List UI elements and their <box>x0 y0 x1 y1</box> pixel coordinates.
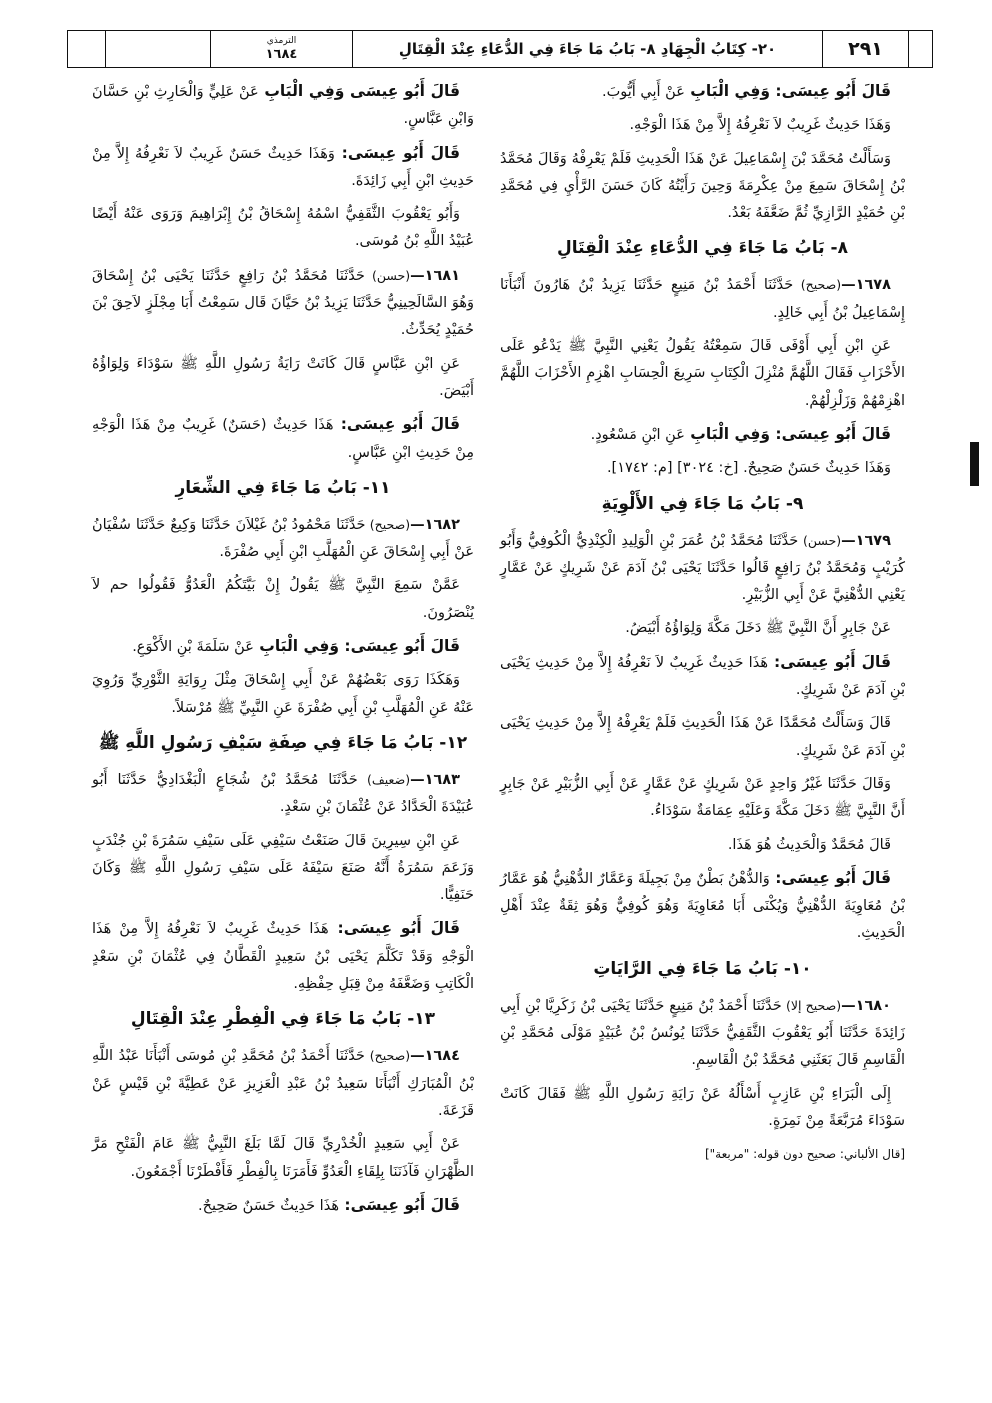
hadith-text: حَدَّثَنَا مَحْمُودُ بْنُ غَيْلاَنَ حَدَّثَنَا وَكِيعٌ حَدَّثَنَا سُفْيَانُ عَنْ أَبِي إِسْحَاقَ عَنِ الْمُهَلَّبِ ابْنِ أَبِي صُفْرَةَ. <box>92 516 474 561</box>
hadith-number: ١٦٧٩— <box>841 532 891 549</box>
hadith-number: ١٦٧٨— <box>841 277 891 294</box>
hadith-grade: (صحيح) <box>364 1048 411 1064</box>
header-empty-cell <box>909 31 932 67</box>
header-hadith-range: ١٦٨٤ <box>265 47 298 62</box>
author-comment <box>92 78 474 134</box>
header-empty-cell <box>68 31 106 67</box>
qal-abu-isa: قَالَ أَبُو عِيسَى: <box>333 415 460 434</box>
qal-abu-isa: قَالَ أَبُو عِيسَى وَفِي الْبَابِ <box>258 82 460 100</box>
hadith-grade: (حسن) <box>798 532 842 548</box>
author-comment <box>500 649 905 705</box>
text-paragraph: عَنْ أَبِي سَعِيدٍ الْخُدْرِيِّ قَالَ لَمَّا بَلَغَ النَّبِيُّ ﷺ عَامَ الْفَتْحِ مَرَّ الظَّهْرَانِ فَآذَنَنَا بِلِقَاءِ الْعَدُوِّ فَأَمَرَنَا بِالْفِطْرِ فَأَفْطَرْنَا أَجْمَعُونَ. <box>92 1136 474 1180</box>
qal-abu-isa: قَالَ أَبُو عِيسَى: <box>328 919 460 938</box>
comment-text: وَهَذَا حَدِيثٌ حَسَنٌ غَرِيبٌ لاَ نَعْرِفُهُ إِلاَّ مِنْ حَدِيثِ ابْنِ أَبِي زَائِدَةَ. <box>92 145 474 189</box>
comment-text: عَنْ أَبِي أَيُّوبَ. <box>601 84 685 100</box>
text-paragraph: وَقَالَ حَدَّثَنَا غَيْرُ وَاحِدٍ عَنْ شَرِيكٍ عَنْ عَمَّارٍ عَنْ أَبِي الزُّبَيْرِ عَنْ جَابِرٍ أَنَّ النَّبِيَّ ﷺ دَخَلَ مَكَّةَ وَعَلَيْهِ عِمَامَةٌ سَوْدَاءُ. <box>500 775 905 820</box>
author-comment <box>92 915 474 998</box>
text-paragraph: وَهَذَا حَدِيثٌ حَسَنٌ صَحِيحٌ. [خ: ٣٠٢٤] [م: ١٧٤٢]. <box>606 460 891 477</box>
hadith-paragraph <box>500 271 905 327</box>
text-paragraph: وَهَذَا حَدِيثٌ غَرِيبٌ لاَ نَعْرِفُهُ إِلاَّ مِنْ هَذَا الْوَجْهِ. <box>629 117 891 134</box>
text-paragraph: عَنِ ابْنِ عَبَّاسٍ قَالَ كَانَتْ رَايَةُ رَسُولِ اللَّهِ ﷺ سَوْدَاءَ وَلِوَاؤُهُ أَبْيَضَ. <box>92 355 474 399</box>
text-paragraph: وَأَبُو يَعْقُوبَ الثَّقَفِيُّ اسْمُهُ إِسْحَاقُ بْنُ إِبْرَاهِيمَ وَرَوَى عَنْهُ أَيْضًا عُبَيْدُ اللَّهِ بْنُ مُوسَى. <box>92 206 474 250</box>
qal-abu-isa: قَالَ أَبُو عِيسَى: وَفِي الْبَابِ <box>684 82 891 100</box>
hadith-paragraph <box>92 511 474 567</box>
hadith-number: ١٦٨٢— <box>410 516 460 533</box>
author-comment <box>500 78 905 106</box>
text-paragraph: وَسَأَلْتُ مُحَمَّدَ بْنَ إِسْمَاعِيلَ عَنْ هَذَا الْحَدِيثِ فَلَمْ يَعْرِفْهُ وَقَالَ مُحَمَّدُ بْنُ إِسْحَاقَ سَمِعَ مِنْ عِكْرِمَةَ وَحِينَ رَأَيْتُهُ كَانَ حَسَنَ الرَّأْيِ فِي مُحَمَّدِ بْنِ حُمَيْدٍ الرَّازِيِّ ثُمَّ ضَعَّفَهُ بَعْدُ. <box>500 150 905 222</box>
hadith-number: ١٦٨٠— <box>841 997 891 1014</box>
left-text-column <box>92 78 474 1226</box>
running-header <box>67 30 933 68</box>
author-comment <box>92 411 474 467</box>
hadith-paragraph <box>500 527 905 610</box>
comment-text: عَنْ سَلَمَةَ بْنِ الأَكْوَعِ. <box>132 639 254 656</box>
text-paragraph: عَنِ ابْنِ سِيرِينَ قَالَ صَنَعْتُ سَيْفِي عَلَى سَيْفِ سَمُرَةَ بْنِ جُنْدَبٍ وَزَعَمَ سَمُرَةُ أَنَّهُ صَنَعَ سَيْفَهُ عَلَى سَيْفِ رَسُولِ اللَّهِ ﷺ وَكَانَ حَنَفِيًّا. <box>92 832 474 904</box>
hadith-text: حَدَّثَنَا أَحْمَدُ بْنُ مَنِيعٍ حَدَّثَنَا يَحْيَى بْنُ زَكَرِيَّا بْنِ أَبِي زَائِدَةَ حَدَّثَنَا أَبُو يَعْقُوبَ الثَّقَفِيُّ حَدَّثَنَا يُونُسُ بْنُ عُبَيْدٍ مَوْلَى مُحَمَّدِ بْنِ الْقَاسِمِ قَالَ بَعَثَنِي مُحَمَّدُ بْنُ الْقَاسِمِ. <box>500 997 905 1069</box>
right-text-column <box>500 78 905 1175</box>
margin-tab-marker <box>970 442 979 486</box>
header-book-reference <box>211 31 353 67</box>
hadith-paragraph <box>92 766 474 822</box>
text-paragraph: عَنِ ابْنِ أَبِي أَوْفَى قَالَ سَمِعْتُهُ يَقُولُ يَعْنِي النَّبِيَّ ﷺ يَدْعُو عَلَى الأَحْزَابِ فَقَالَ اللَّهُمَّ مُنْزِلَ الْكِتَابِ سَرِيعَ الْحِسَابِ اهْزِمِ الأَحْزَابَ اللَّهُمَّ اهْزِمْهُمْ وَزَلْزِلْهُمْ. <box>500 338 905 409</box>
comment-text: عَنْ عَلِيٍّ وَالْحَارِثِ بْنِ حَسَّانَ وَابْنِ عَبَّاسٍ. <box>92 84 474 128</box>
author-comment <box>92 1192 474 1220</box>
author-comment <box>92 140 474 196</box>
hadith-number: ١٦٨١— <box>410 267 460 284</box>
hadith-grade: (صحيح) <box>365 516 411 532</box>
hadith-number: ١٦٨٣— <box>410 771 460 788</box>
hadith-paragraph <box>92 1042 474 1125</box>
header-book-label: الترمذي <box>266 36 297 46</box>
hadith-paragraph <box>92 262 474 345</box>
chapter-heading: ١٢- بَابُ مَا جَاءَ فِي صِفَةِ سَيْفِ رَسُولِ اللَّهِ ﷺ <box>98 732 468 753</box>
page-number: ٢٩١ <box>823 31 909 67</box>
qal-abu-isa: قَالَ أَبُو عِيسَى: <box>769 868 891 887</box>
hadith-grade: (صحيح) <box>793 277 842 293</box>
author-comment <box>92 633 474 661</box>
comment-text: عَنِ ابْنِ مَسْعُودٍ. <box>590 426 685 443</box>
text-paragraph: عَنْ جَابِرٍ أَنَّ النَّبِيَّ ﷺ دَخَلَ مَكَّةَ وَلِوَاؤُهُ أَبْيَضُ. <box>625 620 891 637</box>
text-paragraph: إِلَى الْبَرَاءِ بْنِ عَازِبٍ أَسْأَلُهُ عَنْ رَايَةِ رَسُولِ اللَّهِ ﷺ فَقَالَ كَانَتْ سَوْدَاءَ مُرَبَّعَةً مِنْ نَمِرَةٍ. <box>500 1085 905 1129</box>
hadith-text: حَدَّثَنَا أَحْمَدُ بْنُ مُحَمَّدِ بْنِ مُوسَى أَنْبَأَنَا عَبْدُ اللَّهِ بْنُ الْمُبَارَكِ أَنْبَأَنَا سَعِيدُ بْنُ عَبْدِ الْعَزِيزِ عَنْ عَطِيَّةَ بْنِ قَيْسٍ عَنْ قَزَعَةَ. <box>92 1048 474 1119</box>
hadith-paragraph <box>500 992 905 1075</box>
comment-text: وَالدُّهْنُ بَطْنٌ مِنْ بَجِيلَةَ وَعَمَّارٌ الدُّهْنِيُّ هُوَ عَمَّارُ بْنُ مُعَاوِيَةَ الدُّهْنِيُّ وَيُكْنَى أَبَا مُعَاوِيَةَ وَهُوَ كُوفِيٌّ وَهُوَ ثِقَةٌ عِنْدَ أَهْلِ الْحَدِيثِ. <box>500 870 905 942</box>
qal-abu-isa: قَالَ أَبُو عِيسَى: <box>767 652 891 671</box>
header-empty-cell <box>106 31 211 67</box>
author-comment <box>500 421 905 449</box>
editor-note: [قال الألباني: صحيح دون قوله: "مربعة"] <box>704 1147 905 1162</box>
chapter-heading: ٨- بَابُ مَا جَاءَ فِي الدُّعَاءِ عِنْدَ الْقِتَالِ <box>557 238 848 259</box>
chapter-heading: ٩- بَابُ مَا جَاءَ فِي الأَلْوِيَةِ <box>601 493 804 514</box>
header-title: ٢٠- كِتَابُ الْجِهَادِ ٨- بَابُ مَا جَاءَ فِي الدُّعَاءِ عِنْدَ الْقِتَالِ <box>353 31 823 67</box>
qal-abu-isa: قَالَ أَبُو عِيسَى: <box>338 1195 460 1214</box>
text-paragraph: قَالَ مُحَمَّدٌ وَالْحَدِيثُ هُوَ هَذَا. <box>727 836 891 853</box>
hadith-text: حَدَّثَنَا مُحَمَّدُ بْنُ رَافِعٍ حَدَّثَنَا يَحْيَى بْنُ إِسْحَاقَ وَهُوَ السَّالَحِينِيُّ حَدَّثَنَا يَزِيدُ بْنُ حَيَّانَ قَال سَمِعْتُ أَبَا مِجْلَزٍ لاَحِقَ بْنَ حُمَيْدٍ يُحَدِّثُ. <box>92 267 474 339</box>
comment-text: هَذَا حَدِيثٌ حَسَنٌ صَحِيحٌ. <box>198 1197 339 1214</box>
hadith-text: حَدَّثَنَا أَحْمَدُ بْنُ مَنِيعٍ حَدَّثَنَا يَزِيدُ بْنُ هَارُونَ أَنْبَأَنَا إِسْمَاعِيلُ بْنُ أَبِي خَالِدٍ. <box>500 277 905 321</box>
qal-abu-isa: قَالَ أَبُو عِيسَى: وَفِي الْبَابِ <box>253 637 460 656</box>
chapter-heading: ١٣- بَابُ مَا جَاءَ فِي الْفِطْرِ عِنْدَ الْقِتَالِ <box>130 1009 436 1030</box>
chapter-heading: ١٠- بَابُ مَا جَاءَ فِي الرَّايَاتِ <box>593 958 812 979</box>
author-comment <box>500 865 905 948</box>
hadith-grade: (ضعيف) <box>357 771 411 787</box>
text-paragraph: وَهَكَذَا رَوَى بَعْضُهُمْ عَنْ أَبِي إِسْحَاقَ مِثْلَ رِوَايَةِ الثَّوْرِيِّ وَرُوِيَ عَنْهُ عَنِ الْمُهَلَّبِ بْنِ أَبِي صُفْرَةَ عَنِ النَّبِيِّ ﷺ مُرْسَلاً. <box>92 672 474 716</box>
chapter-heading: ١١- بَابُ مَا جَاءَ فِي الشِّعَارِ <box>175 477 391 498</box>
hadith-text: حَدَّثَنَا مُحَمَّدُ بْنُ عُمَرَ بْنِ الْوَلِيدِ الْكِنْدِيُّ الْكُوفِيُّ وَأَبُو كُرَيْبٍ وَمُحَمَّدُ بْنُ رَافِعٍ قَالُوا حَدَّثَنَا يَحْيَى بْنُ آدَمَ عَنْ شَرِيكٍ عَنْ عَمَّارٍ يَعْنِي الدُّهْنِيَّ عَنْ أَبِي الزُّبَيْرِ. <box>500 532 905 604</box>
text-paragraph: قَالَ وَسَأَلْتُ مُحَمَّدًا عَنْ هَذَا الْحَدِيثِ فَلَمْ يَعْرِفْهُ إِلاَّ مِنْ حَدِيثِ يَحْيَى بْنِ آدَمَ عَنْ شَرِيكٍ. <box>500 715 905 759</box>
hadith-grade: (حسن) <box>364 267 411 283</box>
qal-abu-isa: قَالَ أَبُو عِيسَى: <box>334 143 460 162</box>
hadith-number: ١٦٨٤— <box>410 1048 460 1065</box>
hadith-text: حَدَّثَنَا مُحَمَّدُ بْنُ شُجَاعٍ الْبَغْدَادِيُّ حَدَّثَنَا أَبُو عُبَيْدَةَ الْحَدَّادُ عَنْ عُثْمَانَ بْنِ سَعْدٍ. <box>92 771 474 816</box>
hadith-grade: (صحيح إلا) <box>781 997 842 1013</box>
qal-abu-isa: قَالَ أَبُو عِيسَى: وَفِي الْبَابِ <box>684 424 891 443</box>
comment-text: هَذَا حَدِيثٌ (حَسَنٌ) غَرِيبٌ مِنْ هَذَا الْوَجْهِ مِنْ حَدِيثِ ابْنِ عَبَّاسٍ. <box>92 417 474 461</box>
comment-text: هَذَا حَدِيثٌ غَرِيبٌ لاَ نَعْرِفُهُ إِلاَّ مِنْ حَدِيثِ يَحْيَى بْنِ آدَمَ عَنْ شَرِيكٍ. <box>500 654 905 699</box>
text-paragraph: عَمَّنْ سَمِعَ النَّبِيَّ ﷺ يَقُولُ إِنْ بَيَّتَكُمُ الْعَدُوُّ فَقُولُوا حم لاَ يُنْصَرُونَ. <box>92 577 474 621</box>
comment-text: هَذَا حَدِيثٌ غَرِيبٌ لاَ نَعْرِفُهُ إِلاَّ مِنْ هَذَا الْوَجْهِ وَقَدْ تَكَلَّمَ يَحْيَى بْنُ سَعِيدٍ الْقَطَّانُ فِي عُثْمَانَ بْنِ سَعْدٍ الْكَاتِبِ وَضَعَّفَهُ مِنْ قِبَلِ حِفْظِهِ. <box>92 921 474 993</box>
